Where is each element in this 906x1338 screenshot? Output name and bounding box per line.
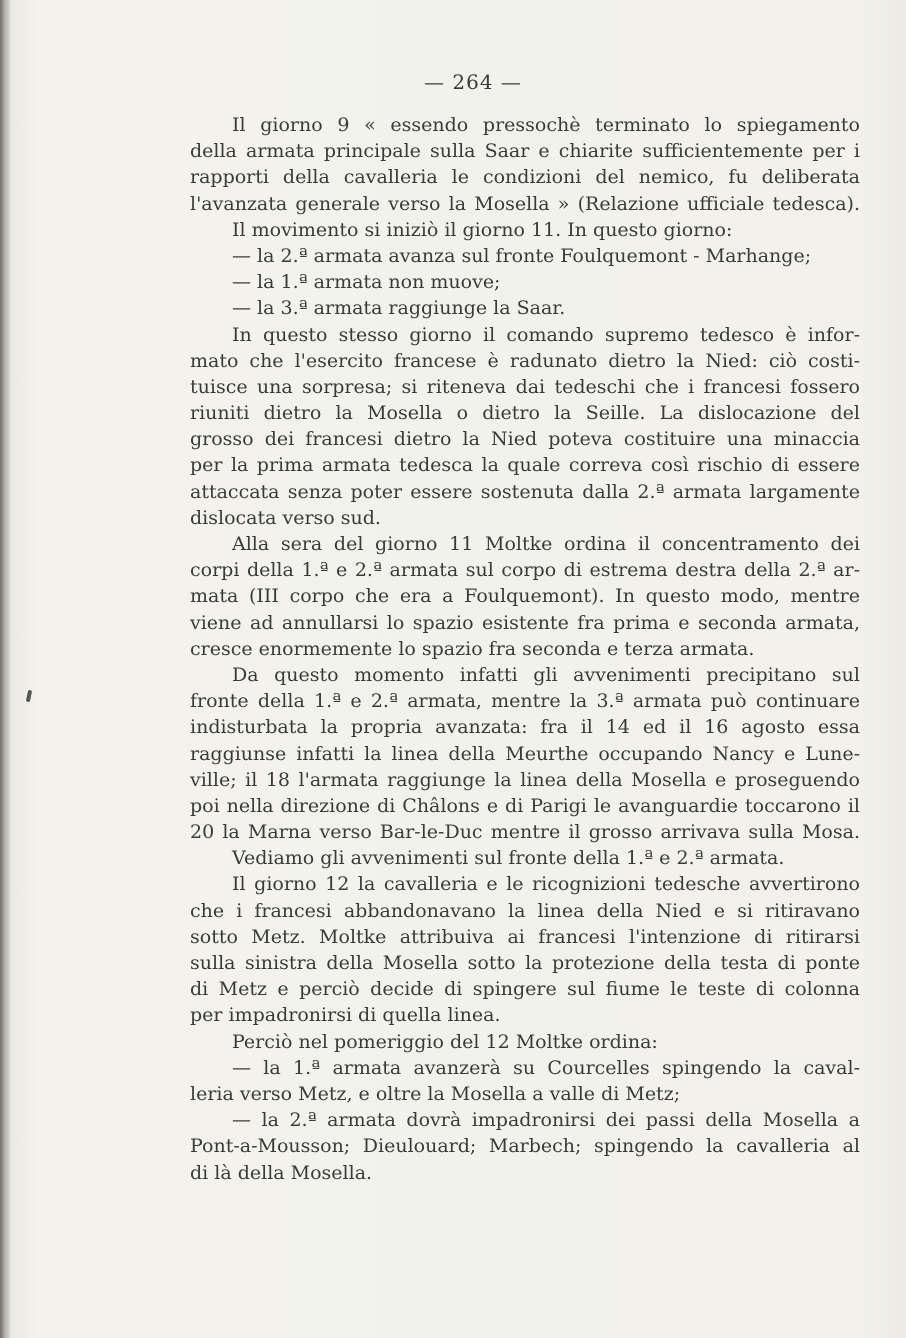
text-line: indisturbata la propria avanzata: fra il 14 ed il 16 agosto essa [190, 716, 860, 739]
text-line: Alla sera del giorno 11 Moltke ordina il concentramento dei [232, 533, 860, 555]
text-line: grosso dei francesi dietro la Nied poteva costituire una minaccia [190, 428, 860, 451]
text-line: poi nella direzione di Châlons e di Parigi le avanguardie toccarono il [190, 794, 860, 817]
text-line: viene ad annullarsi lo spazio esistente fra prima e seconda armata, [190, 611, 860, 634]
text-line: — la 2.ª armata dovrà impadronirsi dei passi della Mosella a [232, 1109, 860, 1132]
text-line: per la prima armata tedesca la quale correva così rischio di essere [190, 454, 860, 477]
text-line: di là della Mosella. [190, 1161, 373, 1184]
text-line: fronte della 1.ª e 2.ª armata, mentre la 3.ª armata può continuare [190, 690, 860, 713]
text-line: per impadronirsi di quella linea. [190, 1004, 501, 1027]
margin-ink-mark [26, 690, 32, 703]
text-line: — la 1.ª armata avanzerà su Courcelles spingendo la caval- [232, 1056, 860, 1079]
text-line: Perciò nel pomeriggio del 12 Moltke ordina: [232, 1030, 658, 1053]
text-line: rapporti della cavalleria le condizioni del nemico, fu deliberata [190, 166, 860, 189]
text-line: della armata principale sulla Saar e chiarite sufficientemente per i [190, 140, 860, 163]
text-line: Il movimento si iniziò il giorno 11. In questo giorno: [232, 218, 733, 241]
text-line: ville; il 18 l'armata raggiunge la linea della Mosella e proseguendo [190, 768, 860, 791]
text-line: raggiunse infatti la linea della Meurthe occupando Nancy e Lune- [190, 742, 860, 765]
text-line: — la 1.ª armata non muove; [232, 271, 501, 294]
text-line: Vediamo gli avvenimenti sul fronte della 1.ª e 2.ª armata. [232, 847, 785, 870]
body-text [190, 112, 860, 1186]
text-line: corpi della 1.ª e 2.ª armata sul corpo di estrema destra della 2.ª ar- [190, 559, 860, 582]
text-line: mata (III corpo che era a Foulquemont). In questo modo, mentre [190, 585, 860, 608]
text-line: mato che l'esercito francese è radunato dietro la Nied: ciò costi- [190, 349, 860, 372]
text-line: 20 la Marna verso Bar-le-Duc mentre il grosso arrivava sulla Mosa. [190, 821, 860, 844]
text-line: Il giorno 9 « essendo pressochè terminato lo spiegamento [232, 114, 860, 136]
text-line: Da questo momento infatti gli avvenimenti precipitano sul [232, 663, 860, 686]
page-number: — 264 — [424, 70, 522, 94]
text-line: che i francesi abbandonavano la linea della Nied e si ritiravano [190, 899, 860, 922]
text-line: l'avanzata generale verso la Mosella » (Relazione ufficiale tedesca). [190, 192, 860, 215]
text-line: — la 3.ª armata raggiunge la Saar. [232, 297, 566, 320]
text-line: cresce enormemente lo spazio fra seconda e terza armata. [190, 637, 755, 660]
text-line: sulla sinistra della Mosella sotto la protezione della testa di ponte [190, 952, 860, 974]
text-line: riuniti dietro la Mosella o dietro la Seille. La dislocazione del [190, 402, 860, 425]
text-line: di Metz e perciò decide di spingere sul fiume le teste di colonna [190, 978, 860, 1001]
text-line: dislocata verso sud. [190, 506, 381, 529]
text-line: sotto Metz. Moltke attribuiva ai francesi l'intenzione di ritirarsi [190, 925, 860, 948]
text-line: In questo stesso giorno il comando supremo tedesco è infor- [232, 323, 860, 346]
text-line: Pont-a-Mousson; Dieulouard; Marbech; spingendo la cavalleria al [190, 1135, 860, 1158]
text-line: Il giorno 12 la cavalleria e le ricognizioni tedesche avvertirono [232, 873, 860, 896]
text-line: attaccata senza poter essere sostenuta dalla 2.ª armata largamente [190, 480, 860, 503]
text-line: tuisce una sorpresa; si riteneva dai tedeschi che i francesi fossero [190, 375, 860, 398]
book-binding-edge [0, 0, 10, 1338]
text-line: — la 2.ª armata avanza sul fronte Foulquemont - Marhange; [232, 244, 812, 267]
text-line: leria verso Metz, e oltre la Mosella a valle di Metz; [190, 1082, 681, 1105]
